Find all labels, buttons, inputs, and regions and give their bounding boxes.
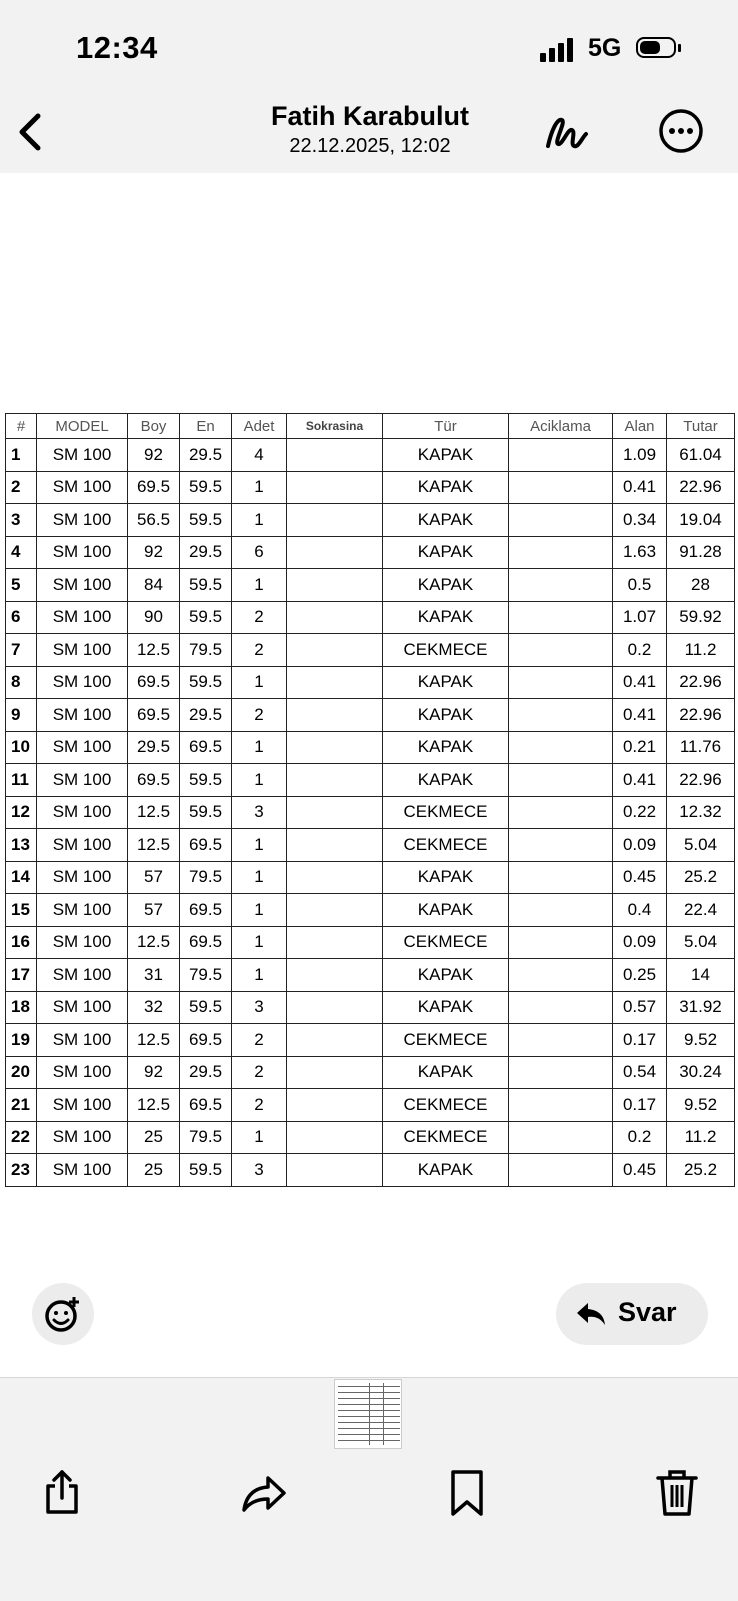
tur-cell: CEKMECE	[383, 1024, 509, 1057]
alan-cell: 1.09	[613, 439, 667, 472]
boy-cell: 90	[128, 601, 180, 634]
row-number: 21	[6, 1089, 37, 1122]
model-cell: SM 100	[37, 894, 128, 927]
reply-button[interactable]	[556, 1283, 708, 1345]
boy-cell: 12.5	[128, 926, 180, 959]
tur-cell: CEKMECE	[383, 634, 509, 667]
table-row	[6, 829, 735, 862]
delete-button[interactable]	[655, 1468, 699, 1518]
en-cell: 29.5	[180, 699, 232, 732]
alan-cell: 1.63	[613, 536, 667, 569]
sokrasina-cell	[287, 1154, 383, 1187]
tur-cell: KAPAK	[383, 471, 509, 504]
alan-cell: 0.22	[613, 796, 667, 829]
model-cell: SM 100	[37, 601, 128, 634]
header-titles	[230, 101, 510, 158]
table-row	[6, 1121, 735, 1154]
aciklama-cell	[509, 796, 613, 829]
en-cell: 59.5	[180, 504, 232, 537]
aciklama-cell	[509, 959, 613, 992]
row-number: 3	[6, 504, 37, 537]
aciklama-cell	[509, 764, 613, 797]
tur-cell: KAPAK	[383, 699, 509, 732]
row-number: 13	[6, 829, 37, 862]
row-number: 14	[6, 861, 37, 894]
attachment-thumbnail[interactable]	[334, 1379, 402, 1449]
model-cell: SM 100	[37, 1121, 128, 1154]
model-cell: SM 100	[37, 796, 128, 829]
tutar-cell: 22.96	[667, 764, 735, 797]
boy-cell: 32	[128, 991, 180, 1024]
sokrasina-cell	[287, 504, 383, 537]
adet-cell: 3	[232, 796, 287, 829]
alan-cell: 0.41	[613, 764, 667, 797]
alan-cell: 0.21	[613, 731, 667, 764]
model-cell: SM 100	[37, 1154, 128, 1187]
aciklama-cell	[509, 536, 613, 569]
table-row	[6, 1056, 735, 1089]
table-row	[6, 731, 735, 764]
en-cell: 69.5	[180, 731, 232, 764]
forward-button[interactable]	[240, 1468, 284, 1518]
share-icon	[40, 1468, 84, 1518]
adet-cell: 1	[232, 861, 287, 894]
alan-cell: 0.41	[613, 471, 667, 504]
table-header-row	[6, 414, 735, 439]
boy-cell: 12.5	[128, 634, 180, 667]
adet-cell: 2	[232, 699, 287, 732]
row-number: 1	[6, 439, 37, 472]
tutar-cell: 28	[667, 569, 735, 602]
boy-cell: 12.5	[128, 1024, 180, 1057]
tutar-cell: 31.92	[667, 991, 735, 1024]
adet-cell: 1	[232, 829, 287, 862]
adet-cell: 3	[232, 1154, 287, 1187]
sokrasina-cell	[287, 796, 383, 829]
page-subtitle: 22.12.2025, 12:02	[289, 135, 451, 157]
boy-cell: 29.5	[128, 731, 180, 764]
en-cell: 69.5	[180, 926, 232, 959]
table-row	[6, 796, 735, 829]
adet-cell: 1	[232, 504, 287, 537]
en-cell: 59.5	[180, 991, 232, 1024]
alan-cell: 0.45	[613, 861, 667, 894]
tutar-cell: 11.76	[667, 731, 735, 764]
sokrasina-cell	[287, 666, 383, 699]
tur-cell: KAPAK	[383, 764, 509, 797]
en-cell: 69.5	[180, 1024, 232, 1057]
alan-cell: 0.41	[613, 666, 667, 699]
aciklama-cell	[509, 1089, 613, 1122]
sokrasina-cell	[287, 764, 383, 797]
column-header: Alan	[613, 414, 667, 439]
en-cell: 69.5	[180, 829, 232, 862]
row-number: 5	[6, 569, 37, 602]
aciklama-cell	[509, 471, 613, 504]
reply-arrow-icon	[576, 1301, 606, 1327]
row-number: 9	[6, 699, 37, 732]
row-number: 19	[6, 1024, 37, 1057]
boy-cell: 92	[128, 536, 180, 569]
en-cell: 79.5	[180, 1121, 232, 1154]
row-number: 10	[6, 731, 37, 764]
model-cell: SM 100	[37, 926, 128, 959]
aciklama-cell	[509, 1154, 613, 1187]
model-cell: SM 100	[37, 991, 128, 1024]
model-cell: SM 100	[37, 959, 128, 992]
sokrasina-cell	[287, 731, 383, 764]
more-options-button[interactable]	[658, 108, 704, 154]
model-cell: SM 100	[37, 731, 128, 764]
table-row	[6, 601, 735, 634]
tur-cell: CEKMECE	[383, 1089, 509, 1122]
boy-cell: 92	[128, 1056, 180, 1089]
en-cell: 79.5	[180, 634, 232, 667]
en-cell: 69.5	[180, 894, 232, 927]
aciklama-cell	[509, 861, 613, 894]
page-title: Fatih Karabulut	[270, 101, 469, 131]
boy-cell: 57	[128, 861, 180, 894]
column-header: Tür	[383, 414, 509, 439]
bookmark-icon	[445, 1468, 489, 1518]
alan-cell: 0.57	[613, 991, 667, 1024]
row-number: 8	[6, 666, 37, 699]
en-cell: 59.5	[180, 601, 232, 634]
boy-cell: 25	[128, 1121, 180, 1154]
top-bar	[0, 0, 738, 174]
row-number: 6	[6, 601, 37, 634]
en-cell: 29.5	[180, 1056, 232, 1089]
aciklama-cell	[509, 1024, 613, 1057]
signature-icon	[542, 108, 592, 156]
trash-icon	[655, 1468, 699, 1518]
sokrasina-cell	[287, 439, 383, 472]
adet-cell: 1	[232, 569, 287, 602]
aciklama-cell	[509, 504, 613, 537]
tur-cell: KAPAK	[383, 731, 509, 764]
boy-cell: 25	[128, 1154, 180, 1187]
chevron-left-icon	[14, 110, 48, 154]
table-row	[6, 1154, 735, 1187]
adet-cell: 4	[232, 439, 287, 472]
boy-cell: 69.5	[128, 699, 180, 732]
emoji-add-icon	[32, 1283, 94, 1345]
tutar-cell: 19.04	[667, 504, 735, 537]
aciklama-cell	[509, 569, 613, 602]
sokrasina-cell	[287, 959, 383, 992]
adet-cell: 2	[232, 634, 287, 667]
sokrasina-cell	[287, 699, 383, 732]
more-dots-icon	[658, 108, 704, 154]
tutar-cell: 12.32	[667, 796, 735, 829]
adet-cell: 2	[232, 1056, 287, 1089]
data-table	[5, 413, 735, 1187]
battery-icon	[636, 37, 684, 62]
tur-cell: KAPAK	[383, 504, 509, 537]
boy-cell: 84	[128, 569, 180, 602]
model-cell: SM 100	[37, 439, 128, 472]
adet-cell: 2	[232, 1024, 287, 1057]
tutar-cell: 5.04	[667, 926, 735, 959]
boy-cell: 31	[128, 959, 180, 992]
tutar-cell: 22.96	[667, 471, 735, 504]
tur-cell: KAPAK	[383, 666, 509, 699]
adet-cell: 2	[232, 1089, 287, 1122]
sokrasina-cell	[287, 829, 383, 862]
adet-cell: 1	[232, 926, 287, 959]
alan-cell: 0.25	[613, 959, 667, 992]
boy-cell: 69.5	[128, 471, 180, 504]
tur-cell: KAPAK	[383, 1154, 509, 1187]
sokrasina-cell	[287, 1089, 383, 1122]
tutar-cell: 91.28	[667, 536, 735, 569]
model-cell: SM 100	[37, 634, 128, 667]
sokrasina-cell	[287, 1056, 383, 1089]
model-cell: SM 100	[37, 569, 128, 602]
model-cell: SM 100	[37, 504, 128, 537]
row-number: 18	[6, 991, 37, 1024]
tur-cell: KAPAK	[383, 569, 509, 602]
row-number: 23	[6, 1154, 37, 1187]
aciklama-cell	[509, 666, 613, 699]
row-number: 4	[6, 536, 37, 569]
model-cell: SM 100	[37, 699, 128, 732]
tur-cell: CEKMECE	[383, 829, 509, 862]
table-row	[6, 991, 735, 1024]
table-row	[6, 959, 735, 992]
aciklama-cell	[509, 829, 613, 862]
sokrasina-cell	[287, 601, 383, 634]
tutar-cell: 22.96	[667, 699, 735, 732]
en-cell: 59.5	[180, 471, 232, 504]
forward-icon	[240, 1468, 288, 1518]
alan-cell: 0.45	[613, 1154, 667, 1187]
status-time: 12:34	[76, 30, 158, 65]
aciklama-cell	[509, 1056, 613, 1089]
alan-cell: 0.09	[613, 829, 667, 862]
tutar-cell: 9.52	[667, 1024, 735, 1057]
table-row	[6, 861, 735, 894]
sokrasina-cell	[287, 569, 383, 602]
boy-cell: 12.5	[128, 829, 180, 862]
sokrasina-cell	[287, 1024, 383, 1057]
boy-cell: 92	[128, 439, 180, 472]
row-number: 17	[6, 959, 37, 992]
tutar-cell: 22.4	[667, 894, 735, 927]
alan-cell: 0.17	[613, 1089, 667, 1122]
adet-cell: 3	[232, 991, 287, 1024]
tur-cell: CEKMECE	[383, 1121, 509, 1154]
table-row	[6, 536, 735, 569]
boy-cell: 69.5	[128, 764, 180, 797]
tutar-cell: 11.2	[667, 634, 735, 667]
boy-cell: 57	[128, 894, 180, 927]
en-cell: 59.5	[180, 1154, 232, 1187]
boy-cell: 12.5	[128, 1089, 180, 1122]
cellular-signal-icon	[540, 38, 580, 62]
en-cell: 29.5	[180, 439, 232, 472]
aciklama-cell	[509, 926, 613, 959]
markup-button[interactable]	[542, 108, 592, 156]
share-button[interactable]	[40, 1468, 84, 1518]
row-number: 22	[6, 1121, 37, 1154]
back-button[interactable]	[14, 110, 48, 154]
bookmark-button[interactable]	[445, 1468, 489, 1518]
alan-cell: 0.5	[613, 569, 667, 602]
table-row	[6, 471, 735, 504]
sokrasina-cell	[287, 1121, 383, 1154]
table-row	[6, 1089, 735, 1122]
model-cell: SM 100	[37, 764, 128, 797]
table-body	[6, 439, 735, 1187]
model-cell: SM 100	[37, 666, 128, 699]
tutar-cell: 59.92	[667, 601, 735, 634]
aciklama-cell	[509, 634, 613, 667]
reply-label: Svar	[618, 1297, 677, 1327]
sokrasina-cell	[287, 894, 383, 927]
tutar-cell: 11.2	[667, 1121, 735, 1154]
network-type: 5G	[588, 34, 622, 62]
alan-cell: 0.2	[613, 634, 667, 667]
sokrasina-cell	[287, 991, 383, 1024]
tur-cell: KAPAK	[383, 601, 509, 634]
column-header: Sokrasina	[287, 414, 383, 439]
boy-cell: 12.5	[128, 796, 180, 829]
en-cell: 29.5	[180, 536, 232, 569]
column-header: MODEL	[37, 414, 128, 439]
row-number: 11	[6, 764, 37, 797]
tutar-cell: 25.2	[667, 1154, 735, 1187]
table-row	[6, 634, 735, 667]
tur-cell: KAPAK	[383, 439, 509, 472]
tur-cell: KAPAK	[383, 959, 509, 992]
tutar-cell: 30.24	[667, 1056, 735, 1089]
row-number: 2	[6, 471, 37, 504]
table-row	[6, 666, 735, 699]
model-cell: SM 100	[37, 1024, 128, 1057]
adet-cell: 1	[232, 471, 287, 504]
document-view[interactable]	[0, 173, 738, 1377]
alan-cell: 0.4	[613, 894, 667, 927]
column-header: Tutar	[667, 414, 735, 439]
en-cell: 69.5	[180, 1089, 232, 1122]
tur-cell: CEKMECE	[383, 796, 509, 829]
boy-cell: 69.5	[128, 666, 180, 699]
adet-cell: 1	[232, 731, 287, 764]
en-cell: 79.5	[180, 861, 232, 894]
model-cell: SM 100	[37, 861, 128, 894]
column-header: En	[180, 414, 232, 439]
sokrasina-cell	[287, 536, 383, 569]
adet-cell: 1	[232, 894, 287, 927]
en-cell: 79.5	[180, 959, 232, 992]
sokrasina-cell	[287, 926, 383, 959]
alan-cell: 0.2	[613, 1121, 667, 1154]
model-cell: SM 100	[37, 1089, 128, 1122]
aciklama-cell	[509, 1121, 613, 1154]
tutar-cell: 61.04	[667, 439, 735, 472]
en-cell: 59.5	[180, 796, 232, 829]
alan-cell: 1.07	[613, 601, 667, 634]
table-row	[6, 926, 735, 959]
table-row	[6, 764, 735, 797]
adet-cell: 1	[232, 959, 287, 992]
alan-cell: 0.54	[613, 1056, 667, 1089]
column-header: Boy	[128, 414, 180, 439]
table-row	[6, 504, 735, 537]
model-cell: SM 100	[37, 536, 128, 569]
tur-cell: KAPAK	[383, 861, 509, 894]
tur-cell: KAPAK	[383, 1056, 509, 1089]
boy-cell: 56.5	[128, 504, 180, 537]
column-header: Adet	[232, 414, 287, 439]
tur-cell: KAPAK	[383, 536, 509, 569]
sokrasina-cell	[287, 861, 383, 894]
model-cell: SM 100	[37, 829, 128, 862]
adet-cell: 1	[232, 764, 287, 797]
adet-cell: 1	[232, 1121, 287, 1154]
alan-cell: 0.09	[613, 926, 667, 959]
row-number: 20	[6, 1056, 37, 1089]
row-number: 15	[6, 894, 37, 927]
column-header: #	[6, 414, 37, 439]
tutar-cell: 14	[667, 959, 735, 992]
en-cell: 59.5	[180, 666, 232, 699]
alan-cell: 0.41	[613, 699, 667, 732]
tur-cell: KAPAK	[383, 894, 509, 927]
model-cell: SM 100	[37, 471, 128, 504]
adet-cell: 6	[232, 536, 287, 569]
tutar-cell: 22.96	[667, 666, 735, 699]
row-number: 16	[6, 926, 37, 959]
aciklama-cell	[509, 731, 613, 764]
row-number: 12	[6, 796, 37, 829]
column-header: Aciklama	[509, 414, 613, 439]
aciklama-cell	[509, 894, 613, 927]
tur-cell: KAPAK	[383, 991, 509, 1024]
aciklama-cell	[509, 991, 613, 1024]
alan-cell: 0.17	[613, 1024, 667, 1057]
en-cell: 59.5	[180, 764, 232, 797]
tutar-cell: 5.04	[667, 829, 735, 862]
adet-cell: 1	[232, 666, 287, 699]
model-cell: SM 100	[37, 1056, 128, 1089]
aciklama-cell	[509, 601, 613, 634]
tutar-cell: 9.52	[667, 1089, 735, 1122]
aciklama-cell	[509, 699, 613, 732]
alan-cell: 0.34	[613, 504, 667, 537]
table-row	[6, 1024, 735, 1057]
sokrasina-cell	[287, 471, 383, 504]
row-number: 7	[6, 634, 37, 667]
table-row	[6, 894, 735, 927]
sokrasina-cell	[287, 634, 383, 667]
adet-cell: 2	[232, 601, 287, 634]
en-cell: 59.5	[180, 569, 232, 602]
add-reaction-button[interactable]	[32, 1283, 94, 1345]
aciklama-cell	[509, 439, 613, 472]
table-row	[6, 699, 735, 732]
table-row	[6, 569, 735, 602]
tutar-cell: 25.2	[667, 861, 735, 894]
table-row	[6, 439, 735, 472]
tur-cell: CEKMECE	[383, 926, 509, 959]
